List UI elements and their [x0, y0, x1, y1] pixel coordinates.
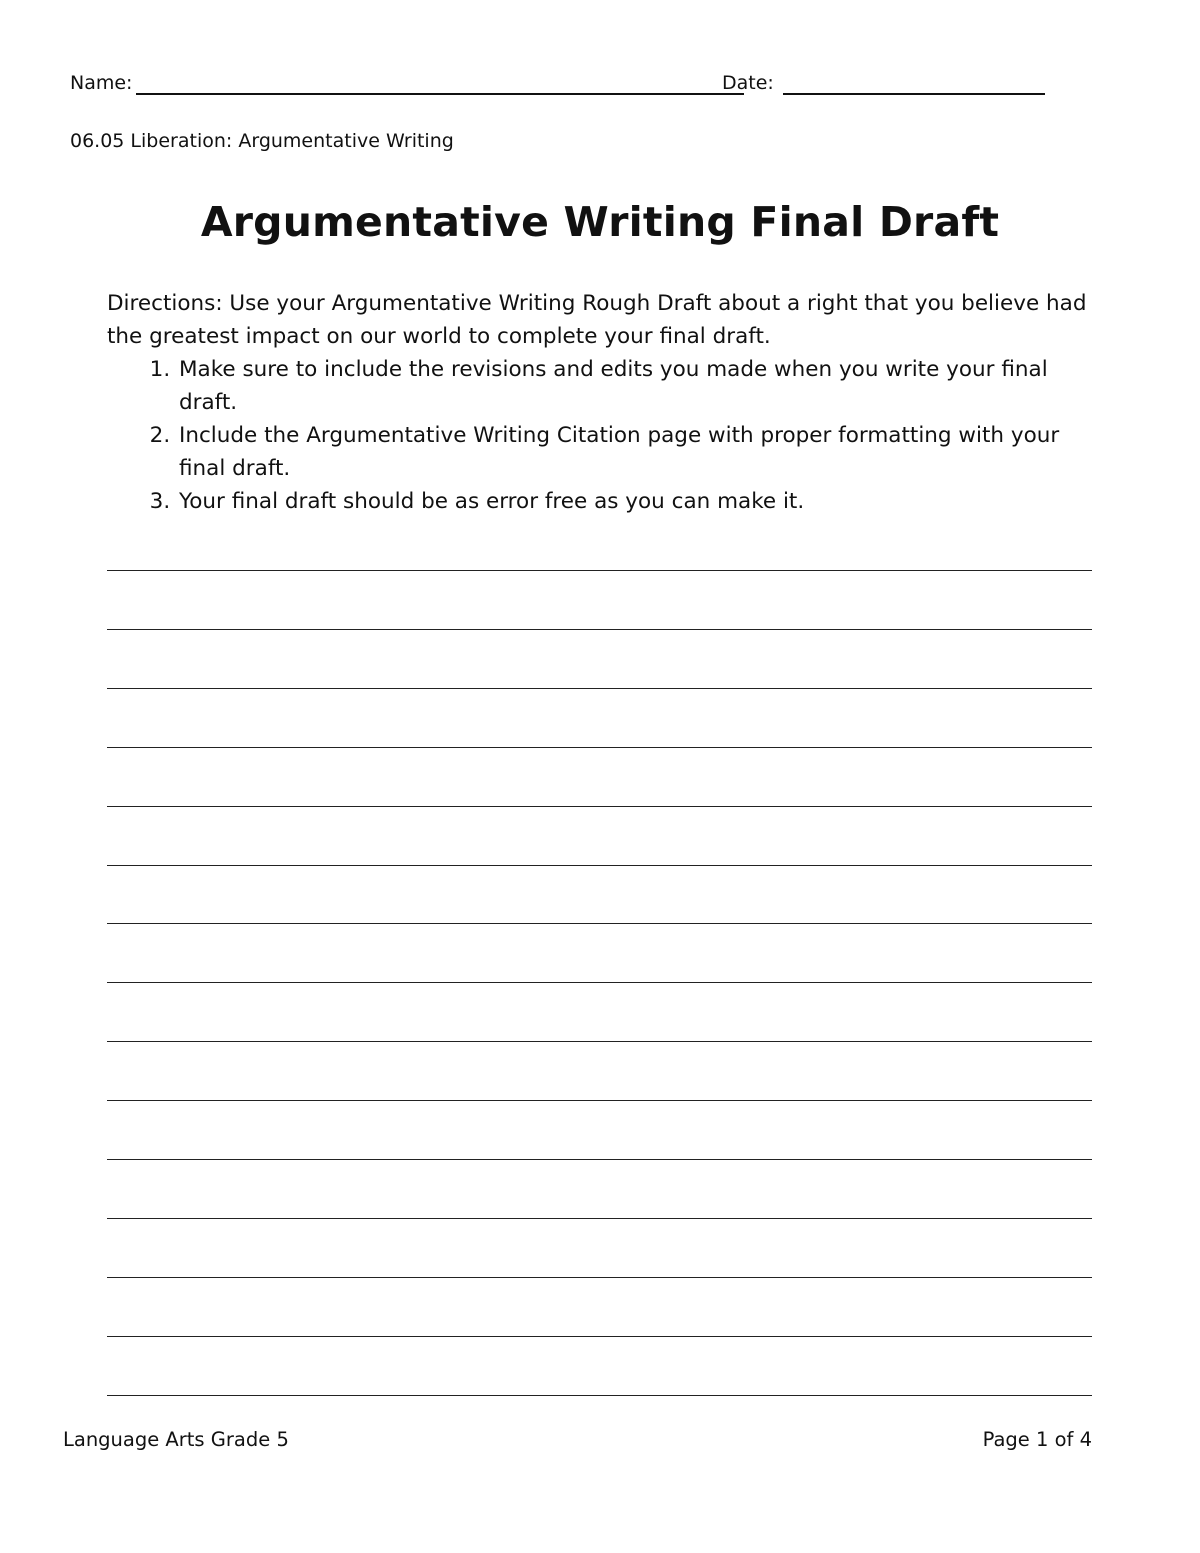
- writing-line[interactable]: [107, 1395, 1092, 1396]
- writing-area[interactable]: [107, 570, 1092, 1400]
- directions-list: [107, 353, 1097, 518]
- directions-item-1: 1. Make sure to include the revisions and edits you made when you write your final draft.: [177, 353, 1097, 419]
- writing-line[interactable]: [107, 1277, 1092, 1278]
- header-row: [70, 72, 1130, 102]
- writing-line[interactable]: [107, 1041, 1092, 1042]
- date-label: Date:: [722, 72, 774, 94]
- writing-line[interactable]: [107, 1159, 1092, 1160]
- name-blank-line[interactable]: [136, 93, 744, 95]
- name-label: Name:: [70, 72, 133, 94]
- writing-line[interactable]: [107, 982, 1092, 983]
- writing-line[interactable]: [107, 1218, 1092, 1219]
- writing-line[interactable]: [107, 688, 1092, 689]
- writing-line[interactable]: [107, 747, 1092, 748]
- page-title: Argumentative Writing Final Draft: [200, 198, 1000, 246]
- writing-line[interactable]: [107, 865, 1092, 866]
- writing-line[interactable]: [107, 1336, 1092, 1337]
- footer-page-number: Page 1 of 4: [982, 1428, 1092, 1451]
- footer-course: Language Arts Grade 5: [63, 1428, 289, 1451]
- directions: [107, 287, 1097, 518]
- writing-line[interactable]: [107, 806, 1092, 807]
- date-blank-line[interactable]: [783, 93, 1045, 95]
- writing-line[interactable]: [107, 1100, 1092, 1101]
- writing-line[interactable]: [107, 923, 1092, 924]
- writing-line[interactable]: [107, 629, 1092, 630]
- course-line: 06.05 Liberation: Argumentative Writing: [70, 130, 454, 152]
- directions-item-2: 2. Include the Argumentative Writing Citation page with proper formatting with your final draft.: [177, 419, 1097, 485]
- writing-line[interactable]: [107, 570, 1092, 571]
- directions-item-3: 3. Your final draft should be as error free as you can make it.: [177, 485, 1097, 518]
- directions-intro: Directions: Use your Argumentative Writing Rough Draft about a right that you believe had the greatest impact on our world to complete your final draft.: [107, 291, 1087, 349]
